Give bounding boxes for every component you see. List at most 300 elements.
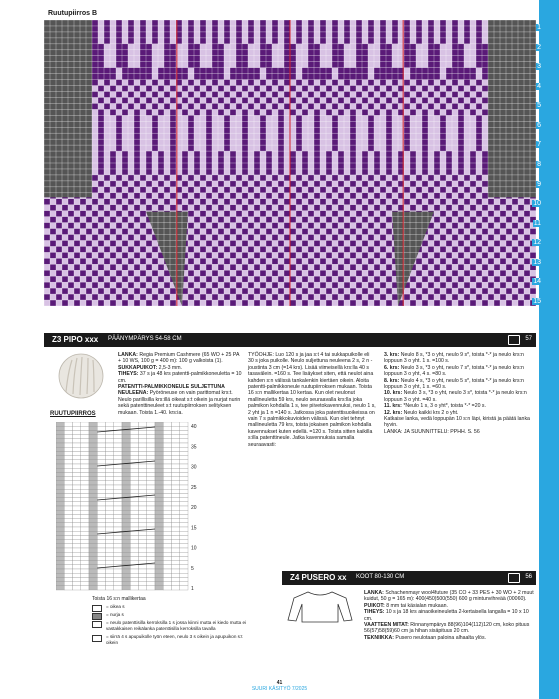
chart-cell xyxy=(248,175,254,181)
chart-cell xyxy=(224,270,230,276)
chart-cell xyxy=(458,264,464,270)
cable-chart-cell xyxy=(114,544,122,548)
chart-cell xyxy=(452,175,458,181)
chart-cell xyxy=(416,103,422,109)
chart-cell xyxy=(458,288,464,294)
pipo-subtitle: PÄÄNYMPÄRYS 54-58 CM xyxy=(108,336,182,342)
chart-cell xyxy=(410,151,416,157)
chart-cell xyxy=(116,270,122,276)
chart-cell xyxy=(518,240,524,246)
chart-cell xyxy=(392,74,398,80)
cable-chart-cell xyxy=(97,460,105,464)
chart-cell xyxy=(428,92,434,98)
camera-icon xyxy=(508,335,520,345)
chart-cell xyxy=(224,211,230,217)
chart-cell xyxy=(296,270,302,276)
chart-cell xyxy=(242,133,248,139)
legend-swatch xyxy=(92,605,102,612)
chart-cell xyxy=(344,175,350,181)
cable-chart-cell xyxy=(73,447,81,451)
chart-cell xyxy=(434,50,440,56)
chart-cell xyxy=(326,109,332,115)
instruction-label: LANKA: xyxy=(364,590,386,596)
chart-cell xyxy=(452,211,458,217)
chart-cell xyxy=(266,300,272,306)
cable-chart-cell xyxy=(180,540,188,544)
chart-cell xyxy=(278,264,284,270)
cable-chart-cell xyxy=(180,481,188,485)
chart-cell xyxy=(476,38,482,44)
cable-chart-cell xyxy=(89,456,97,460)
chart-cell xyxy=(506,276,512,282)
chart-cell xyxy=(440,246,446,252)
chart-cell xyxy=(464,38,470,44)
chart-cell xyxy=(410,205,416,211)
pusero-subtitle: KOOT 80-130 CM xyxy=(356,574,405,580)
chart-cell xyxy=(386,139,392,145)
chart-cell xyxy=(452,20,458,26)
chart-cell xyxy=(404,121,410,127)
chart-cell xyxy=(116,139,122,145)
chart-cell xyxy=(416,20,422,26)
chart-cell xyxy=(386,109,392,115)
cable-chart-cell xyxy=(180,498,188,502)
chart-cell xyxy=(122,97,128,103)
chart-cell xyxy=(266,264,272,270)
cable-chart-cell xyxy=(163,430,171,434)
cable-chart-cell xyxy=(180,426,188,430)
cable-chart-cell xyxy=(180,447,188,451)
chart-cell xyxy=(368,127,374,133)
chart-title: Ruutupiirros B xyxy=(48,10,97,17)
chart-cell xyxy=(272,199,278,205)
cable-chart-cell xyxy=(114,477,122,481)
cable-chart-cell xyxy=(56,460,64,464)
chart-cell xyxy=(272,258,278,264)
chart-cell xyxy=(404,56,410,62)
chart-cell xyxy=(152,80,158,86)
chart-cell xyxy=(290,163,296,169)
chart-cell xyxy=(164,92,170,98)
chart-cell xyxy=(122,300,128,306)
chart-cell xyxy=(308,44,314,50)
cable-chart-cell xyxy=(106,561,114,565)
chart-cell xyxy=(170,44,176,50)
chart-cell xyxy=(356,175,362,181)
chart-cell xyxy=(404,26,410,32)
chart-cell xyxy=(368,115,374,121)
chart-cell xyxy=(242,288,248,294)
chart-cell xyxy=(320,235,326,241)
chart-cell xyxy=(506,205,512,211)
cable-chart-cell xyxy=(139,565,147,569)
chart-cell xyxy=(464,92,470,98)
chart-cell xyxy=(212,80,218,86)
chart-cell xyxy=(380,56,386,62)
cable-chart-cell xyxy=(97,527,105,531)
chart-cell xyxy=(482,109,488,115)
cable-chart-cell xyxy=(114,523,122,527)
chart-cell xyxy=(386,163,392,169)
chart-cell xyxy=(266,157,272,163)
chart-cell xyxy=(62,205,68,211)
cable-chart-cell xyxy=(64,535,72,539)
chart-cell xyxy=(224,121,230,127)
chart-cell xyxy=(164,187,170,193)
chart-cell xyxy=(476,44,482,50)
chart-cell xyxy=(416,92,422,98)
chart-cell xyxy=(206,193,212,199)
chart-cell xyxy=(290,193,296,199)
chart-cell xyxy=(140,246,146,252)
chart-cell xyxy=(422,115,428,121)
chart-cell xyxy=(476,121,482,127)
chart-cell xyxy=(92,20,98,26)
cable-chart-cell xyxy=(64,460,72,464)
chart-cell xyxy=(308,68,314,74)
cable-chart-cell xyxy=(64,493,72,497)
chart-cell xyxy=(386,264,392,270)
chart-cell xyxy=(326,163,332,169)
cable-chart-cell xyxy=(81,514,89,518)
chart-cell xyxy=(422,181,428,187)
cable-chart-cell xyxy=(64,523,72,527)
chart-cell xyxy=(206,145,212,151)
instruction-label: LANKA: xyxy=(118,352,140,358)
chart-cell xyxy=(110,157,116,163)
chart-cell xyxy=(362,109,368,115)
chart-cell xyxy=(326,68,332,74)
chart-cell xyxy=(350,276,356,282)
cable-chart-cell xyxy=(73,430,81,434)
cable-chart-cell xyxy=(114,556,122,560)
cable-chart-cell xyxy=(64,506,72,510)
chart-cell xyxy=(104,246,110,252)
chart-cell xyxy=(122,109,128,115)
chart-cell xyxy=(356,258,362,264)
chart-cell xyxy=(404,38,410,44)
chart-cell xyxy=(314,145,320,151)
cable-chart-cell xyxy=(130,548,138,552)
chart-cell xyxy=(302,157,308,163)
chart-cell xyxy=(416,294,422,300)
chart-cell xyxy=(122,169,128,175)
cable-chart-cell xyxy=(139,548,147,552)
chart-cell xyxy=(104,223,110,229)
chart-cell xyxy=(182,68,188,74)
cable-chart-cell xyxy=(155,565,163,569)
cable-chart-cell xyxy=(64,556,72,560)
cable-chart-cell xyxy=(64,426,72,430)
chart-cell xyxy=(218,264,224,270)
chart-cell xyxy=(296,80,302,86)
cable-chart-cell xyxy=(89,514,97,518)
chart-cell xyxy=(272,68,278,74)
chart-cell xyxy=(374,157,380,163)
chart-cell xyxy=(236,68,242,74)
chart-cell xyxy=(458,300,464,306)
chart-cell xyxy=(356,199,362,205)
instruction-label: TEKNIIKKA: xyxy=(364,634,396,641)
chart-cell xyxy=(254,181,260,187)
chart-cell xyxy=(320,38,326,44)
chart-cell xyxy=(296,199,302,205)
chart-cell xyxy=(464,74,470,80)
cable-chart-cell xyxy=(89,561,97,565)
chart-cell xyxy=(296,133,302,139)
cable-chart-cell xyxy=(56,544,64,548)
cable-chart-cell xyxy=(122,582,130,586)
chart-cell xyxy=(284,50,290,56)
chart-cell xyxy=(254,300,260,306)
chart-cell xyxy=(470,205,476,211)
chart-cell xyxy=(446,163,452,169)
cable-chart-cell xyxy=(155,569,163,573)
cable-chart-cell xyxy=(64,447,72,451)
chart-cell xyxy=(452,294,458,300)
chart-cell xyxy=(386,50,392,56)
cable-chart-cell xyxy=(147,548,155,552)
chart-cell xyxy=(302,193,308,199)
cable-chart-cell xyxy=(106,506,114,510)
chart-cell xyxy=(260,50,266,56)
chart-cell xyxy=(452,103,458,109)
cable-chart-cell xyxy=(155,422,163,426)
chart-cell xyxy=(458,50,464,56)
chart-cell xyxy=(482,252,488,258)
chart-cell xyxy=(434,163,440,169)
chart-cell xyxy=(212,258,218,264)
chart-cell xyxy=(440,121,446,127)
chart-cell xyxy=(374,252,380,258)
cable-chart-cell xyxy=(89,489,97,493)
chart-cell xyxy=(362,169,368,175)
chart-cell xyxy=(446,217,452,223)
chart-cell xyxy=(74,205,80,211)
chart-cell xyxy=(332,199,338,205)
chart-cell xyxy=(284,56,290,62)
chart-cell xyxy=(116,92,122,98)
chart-cell xyxy=(212,175,218,181)
cable-chart-cell xyxy=(155,451,163,455)
chart-cell xyxy=(122,56,128,62)
chart-cell xyxy=(194,193,200,199)
instruction-label: TIHEYS: xyxy=(364,609,386,616)
chart-cell xyxy=(458,240,464,246)
cable-chart-cell xyxy=(106,582,114,586)
chart-cell xyxy=(98,145,104,151)
chart-cell xyxy=(224,145,230,151)
chart-cell xyxy=(320,199,326,205)
chart-cell xyxy=(260,80,266,86)
chart-cell xyxy=(230,163,236,169)
chart-cell xyxy=(362,86,368,92)
chart-cell xyxy=(200,223,206,229)
chart-cell xyxy=(290,109,296,115)
chart-cell xyxy=(230,68,236,74)
cable-chart-cell xyxy=(106,577,114,581)
cable-chart-cell xyxy=(122,586,130,590)
chart-cell xyxy=(314,109,320,115)
chart-cell xyxy=(350,74,356,80)
chart-cell xyxy=(512,294,518,300)
chart-cell xyxy=(200,235,206,241)
chart-cell xyxy=(92,50,98,56)
instruction-label: TIHEYS: xyxy=(118,371,140,378)
pipo-materials xyxy=(118,352,243,416)
chart-cell xyxy=(248,199,254,205)
cable-chart-cell xyxy=(139,468,147,472)
chart-cell xyxy=(116,121,122,127)
chart-cell xyxy=(416,258,422,264)
chart-cell xyxy=(404,115,410,121)
chart-cell xyxy=(362,252,368,258)
chart-cell xyxy=(266,240,272,246)
chart-cell xyxy=(500,282,506,288)
chart-cell xyxy=(188,44,194,50)
cable-chart-cell xyxy=(81,510,89,514)
cable-chart-cell xyxy=(130,573,138,577)
chart-cell xyxy=(332,115,338,121)
chart-cell xyxy=(464,270,470,276)
cable-chart-cell xyxy=(56,456,64,460)
chart-cell xyxy=(494,217,500,223)
chart-cell xyxy=(212,50,218,56)
chart-cell xyxy=(206,133,212,139)
cable-chart-cell xyxy=(56,540,64,544)
chart-cell xyxy=(260,223,266,229)
chart-cell xyxy=(194,217,200,223)
chart-cell xyxy=(452,199,458,205)
cable-chart-cell xyxy=(114,422,122,426)
cable-chart-cell xyxy=(81,422,89,426)
cable-chart-cell xyxy=(180,514,188,518)
chart-cell xyxy=(296,235,302,241)
chart-cell xyxy=(158,109,164,115)
chart-cell xyxy=(308,92,314,98)
chart-cell xyxy=(92,26,98,32)
cable-chart-cell xyxy=(172,426,180,430)
side-index-tabs[interactable] xyxy=(539,0,559,699)
cable-chart-cell xyxy=(73,531,81,535)
cable-chart-cell xyxy=(147,506,155,510)
cable-chart-cell xyxy=(172,451,180,455)
chart-cell xyxy=(206,127,212,133)
chart-cell xyxy=(410,181,416,187)
cable-chart-cell xyxy=(180,451,188,455)
cable-chart-cell xyxy=(163,540,171,544)
cable-chart-cell xyxy=(114,540,122,544)
chart-cell xyxy=(224,175,230,181)
chart-cell xyxy=(242,181,248,187)
cable-chart-cell xyxy=(180,510,188,514)
chart-cell xyxy=(92,44,98,50)
cable-chart-cell xyxy=(97,426,105,430)
chart-cell xyxy=(242,56,248,62)
chart-cell xyxy=(368,26,374,32)
chart-cell xyxy=(218,229,224,235)
chart-cell xyxy=(350,139,356,145)
chart-cell xyxy=(320,223,326,229)
chart-cell xyxy=(248,92,254,98)
chart-cell xyxy=(170,115,176,121)
chart-cell xyxy=(362,157,368,163)
chart-cell xyxy=(242,109,248,115)
chart-cell xyxy=(278,97,284,103)
chart-cell xyxy=(416,187,422,193)
chart-cell xyxy=(140,68,146,74)
cable-chart-cell xyxy=(172,422,180,426)
chart-cell xyxy=(356,68,362,74)
chart-cell xyxy=(260,211,266,217)
cable-chart-cell xyxy=(180,582,188,586)
chart-cell xyxy=(386,300,392,306)
chart-cell xyxy=(194,169,200,175)
chart-cell xyxy=(152,139,158,145)
chart-cell xyxy=(386,133,392,139)
chart-cell xyxy=(134,229,140,235)
chart-cell xyxy=(332,211,338,217)
chart-cell xyxy=(332,270,338,276)
cable-chart-cell xyxy=(155,493,163,497)
chart-cell xyxy=(116,38,122,44)
chart-cell xyxy=(356,20,362,26)
chart-cell xyxy=(356,32,362,38)
chart-cell xyxy=(458,86,464,92)
chart-cell xyxy=(200,32,206,38)
cable-chart-cell xyxy=(122,481,130,485)
chart-cell xyxy=(512,211,518,217)
chart-cell xyxy=(482,169,488,175)
chart-cell xyxy=(224,294,230,300)
cable-chart-cell xyxy=(130,544,138,548)
instruction-paragraph xyxy=(118,352,243,365)
chart-cell xyxy=(128,282,134,288)
cable-chart-cell xyxy=(130,443,138,447)
chart-cell xyxy=(122,157,128,163)
chart-cell xyxy=(86,240,92,246)
chart-cell xyxy=(278,276,284,282)
cable-chart-cell xyxy=(64,439,72,443)
chart-cell xyxy=(380,26,386,32)
chart-cell xyxy=(122,252,128,258)
chart-cell xyxy=(344,223,350,229)
chart-cell xyxy=(428,235,434,241)
chart-cell xyxy=(296,175,302,181)
chart-cell xyxy=(278,205,284,211)
cable-chart-cell xyxy=(172,519,180,523)
cable-chart-cell xyxy=(130,506,138,510)
chart-cell xyxy=(50,252,56,258)
chart-cell xyxy=(446,74,452,80)
chart-cell xyxy=(236,80,242,86)
cable-chart-cell xyxy=(56,573,64,577)
chart-cell xyxy=(62,288,68,294)
chart-cell xyxy=(134,121,140,127)
chart-cell xyxy=(254,74,260,80)
chart-cell xyxy=(338,229,344,235)
chart-cell xyxy=(302,151,308,157)
chart-cell xyxy=(242,97,248,103)
chart-cell xyxy=(332,133,338,139)
cable-chart-cell xyxy=(139,502,147,506)
chart-cell xyxy=(512,282,518,288)
chart-cell xyxy=(428,20,434,26)
chart-cell xyxy=(188,80,194,86)
cable-chart-cell xyxy=(147,422,155,426)
chart-cell xyxy=(242,44,248,50)
chart-cell xyxy=(320,187,326,193)
